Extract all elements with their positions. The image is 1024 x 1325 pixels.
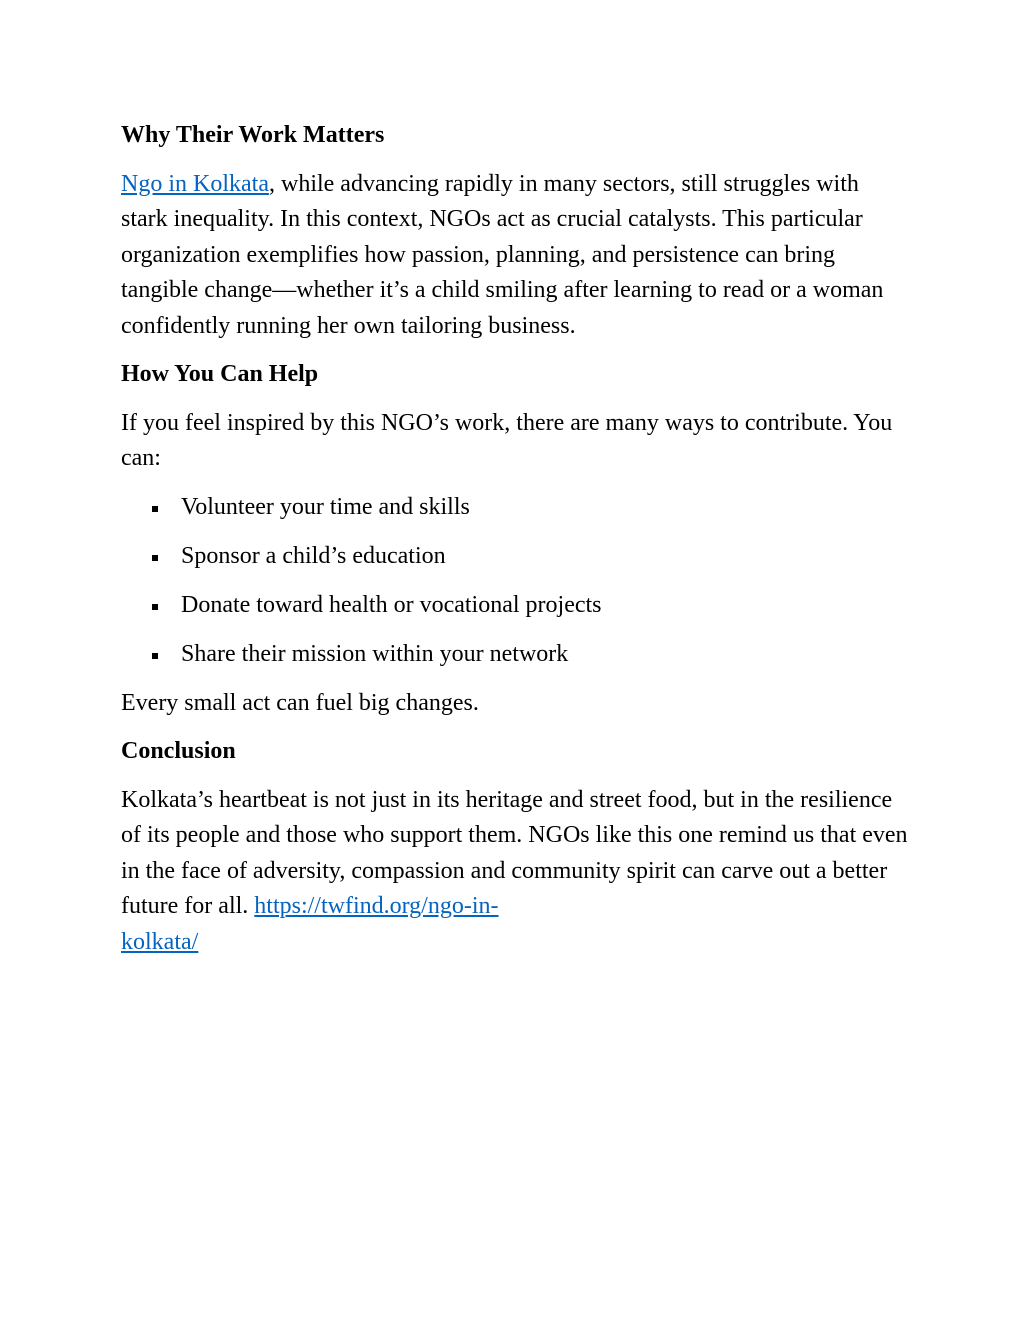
square-bullet-icon [152,653,158,659]
paragraph-conclusion [121,783,911,961]
heading-why-their-work-matters: Why Their Work Matters [121,122,385,148]
paragraph-conclusion-text: Kolkata’s heartbeat is not just in its heritage and street food, but in the resilience of its people and those who support them. NGOs like this one remind us that even in the face of adversity, compassion and community spirit can carve out a better future for all. [121,786,908,919]
link-url-part-1: https://twfind.org/ngo-in- [254,893,499,919]
paragraph-help-closing: Every small act can fuel big changes. [121,689,479,716]
square-bullet-icon [152,555,158,561]
heading-how-you-can-help: How You Can Help [121,361,319,387]
list-item-text: Volunteer your time and skills [181,493,470,520]
list-item-text: Sponsor a child’s education [181,542,446,569]
list-item [121,637,911,673]
link-ngo-in-kolkata[interactable]: Ngo in Kolkata [121,170,269,197]
square-bullet-icon [152,506,158,512]
heading-conclusion: Conclusion [121,738,236,764]
list-item [121,490,911,526]
list-item [121,588,911,624]
link-url-part-2: kolkata/ [121,928,199,955]
help-list [121,490,911,673]
list-item-text: Donate toward health or vocational projects [181,591,602,618]
paragraph-why [121,167,911,345]
paragraph-help-intro: If you feel inspired by this NGO’s work, there are many ways to contribute. You can: [121,409,893,471]
list-item [121,539,911,575]
square-bullet-icon [152,604,158,610]
document-page [121,118,911,960]
paragraph-why-text: , while advancing rapidly in many sectors, still struggles with stark inequality. In this context, NGOs act as crucial catalysts. This particular organization exemplifies how passion, planning, and persistence can bring tangible change—whether it’s a child smiling after learning to read or a woman confidently running her own tailoring business. [121,170,884,339]
list-item-text: Share their mission within your network [181,640,569,667]
